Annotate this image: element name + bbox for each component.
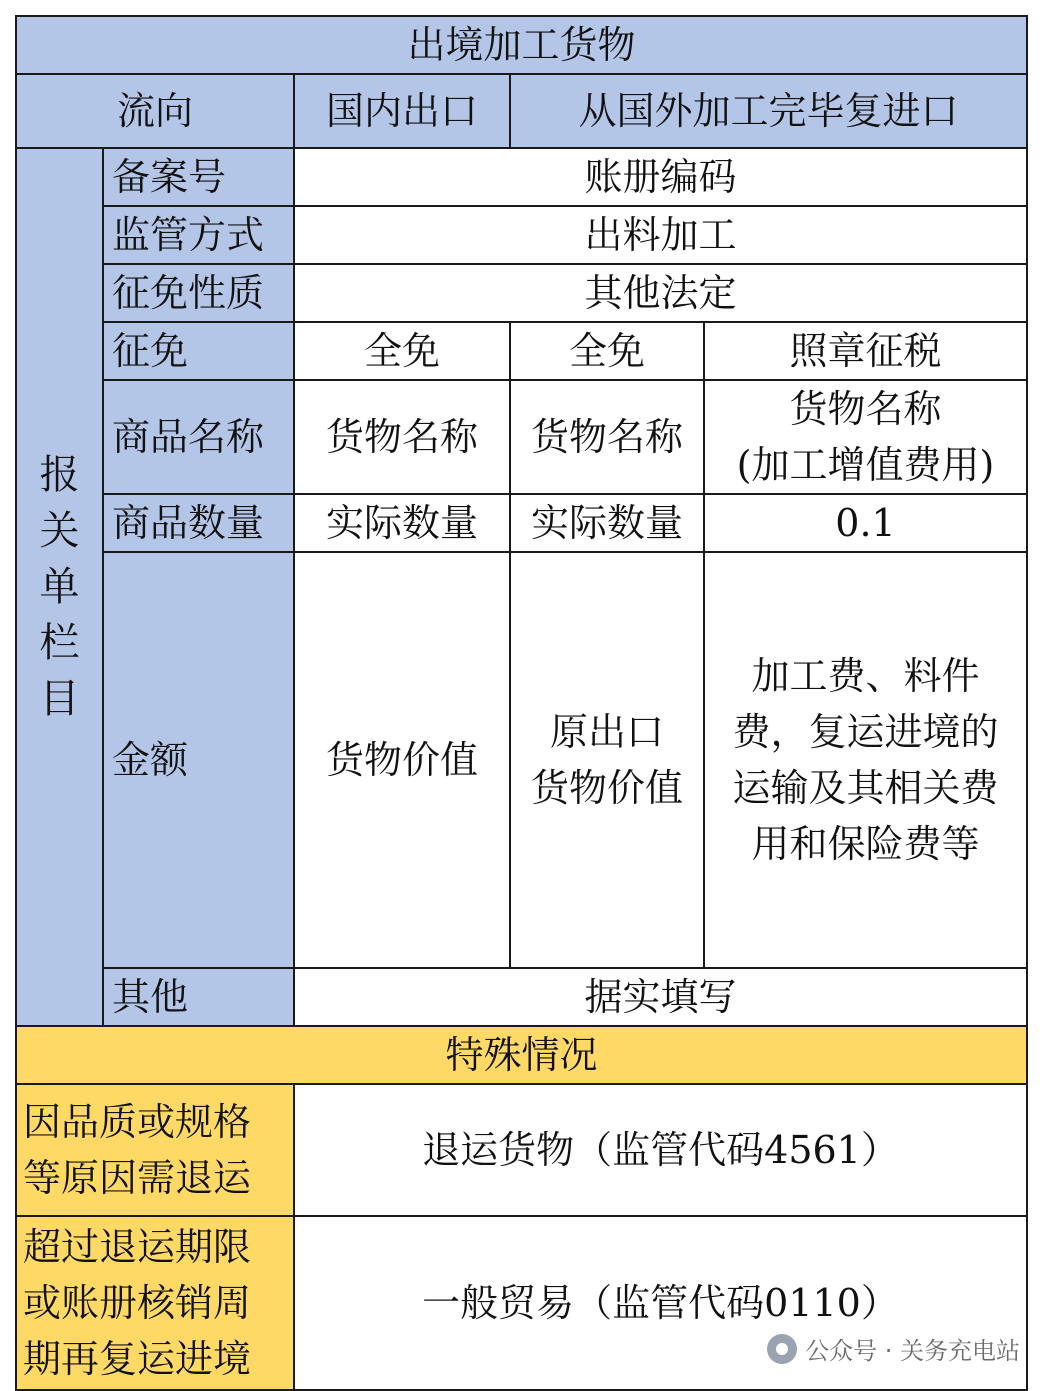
- goods-name-domestic: 货物名称: [294, 380, 510, 494]
- quantity-reimport-original: 实际数量: [510, 494, 704, 552]
- goods-name-line: 货物名称: [789, 387, 942, 431]
- quantity-reimport-added: 0.1: [704, 494, 1027, 552]
- special-case-return-value: 退运货物（监管代码4561）: [294, 1084, 1027, 1216]
- goods-name-reimport-original: 货物名称: [510, 380, 704, 494]
- special-case-label-line: 等原因需退运: [23, 1156, 252, 1200]
- levy-nature-value: 其他法定: [294, 264, 1027, 322]
- section-label-vertical: [16, 148, 103, 1026]
- special-case-label-line: 超过退运期限: [23, 1225, 252, 1269]
- amount-line: 加工费、料件: [751, 654, 980, 698]
- amount-reimport-added: [704, 552, 1027, 968]
- row-label-supervision: 监管方式: [103, 206, 294, 264]
- amount-line: 运输及其相关费: [732, 766, 999, 810]
- row-label-goods-name: 商品名称: [103, 380, 294, 494]
- flow-label: 流向: [16, 74, 294, 148]
- goods-name-line: (加工增值费用): [736, 443, 995, 487]
- row-label-levy-nature: 征免性质: [103, 264, 294, 322]
- quantity-domestic: 实际数量: [294, 494, 510, 552]
- amount-line: 货物价值: [530, 766, 683, 810]
- customs-table: [15, 15, 1028, 1391]
- levy-reimport-added: 照章征税: [704, 322, 1027, 380]
- row-label-levy: 征免: [103, 322, 294, 380]
- watermark-text: 公众号 · 关务充电站: [805, 1337, 1020, 1365]
- amount-line: 原出口: [549, 710, 664, 754]
- special-case-label-line: 因品质或规格: [23, 1100, 252, 1144]
- amount-line: 用和保险费等: [751, 822, 980, 866]
- watermark: [767, 1331, 1020, 1366]
- table-title: 出境加工货物: [16, 16, 1027, 74]
- special-case-label-line: 期再复运进境: [23, 1337, 252, 1381]
- amount-reimport-original: [510, 552, 704, 968]
- supervision-value: 出料加工: [294, 206, 1027, 264]
- amount-line: 费，复运进境的: [732, 710, 999, 754]
- levy-domestic: 全免: [294, 322, 510, 380]
- special-case-return-label: [16, 1084, 294, 1216]
- wechat-logo-icon: [767, 1334, 797, 1364]
- row-label-quantity: 商品数量: [103, 494, 294, 552]
- special-case-overdue-label: [16, 1216, 294, 1390]
- special-case-overdue-value: 一般贸易（监管代码0110）: [294, 1216, 1027, 1390]
- flow-domestic-export: 国内出口: [294, 74, 510, 148]
- section-label-char: 栏: [39, 620, 80, 666]
- flow-reimport: 从国外加工完毕复进口: [510, 74, 1027, 148]
- special-case-label-line: 或账册核销周: [23, 1281, 252, 1325]
- section-label-char: 关: [39, 508, 80, 554]
- section-label-char: 报: [39, 452, 80, 498]
- record-no-value: 账册编码: [294, 148, 1027, 206]
- special-cases-title: 特殊情况: [16, 1026, 1027, 1084]
- section-label-char: 目: [39, 676, 80, 722]
- section-label-char: 单: [39, 564, 80, 610]
- row-label-amount: 金额: [103, 552, 294, 968]
- row-label-other: 其他: [103, 968, 294, 1026]
- row-label-record-no: 备案号: [103, 148, 294, 206]
- amount-domestic: 货物价值: [294, 552, 510, 968]
- goods-name-reimport-added: [704, 380, 1027, 494]
- other-value: 据实填写: [294, 968, 1027, 1026]
- levy-reimport-original: 全免: [510, 322, 704, 380]
